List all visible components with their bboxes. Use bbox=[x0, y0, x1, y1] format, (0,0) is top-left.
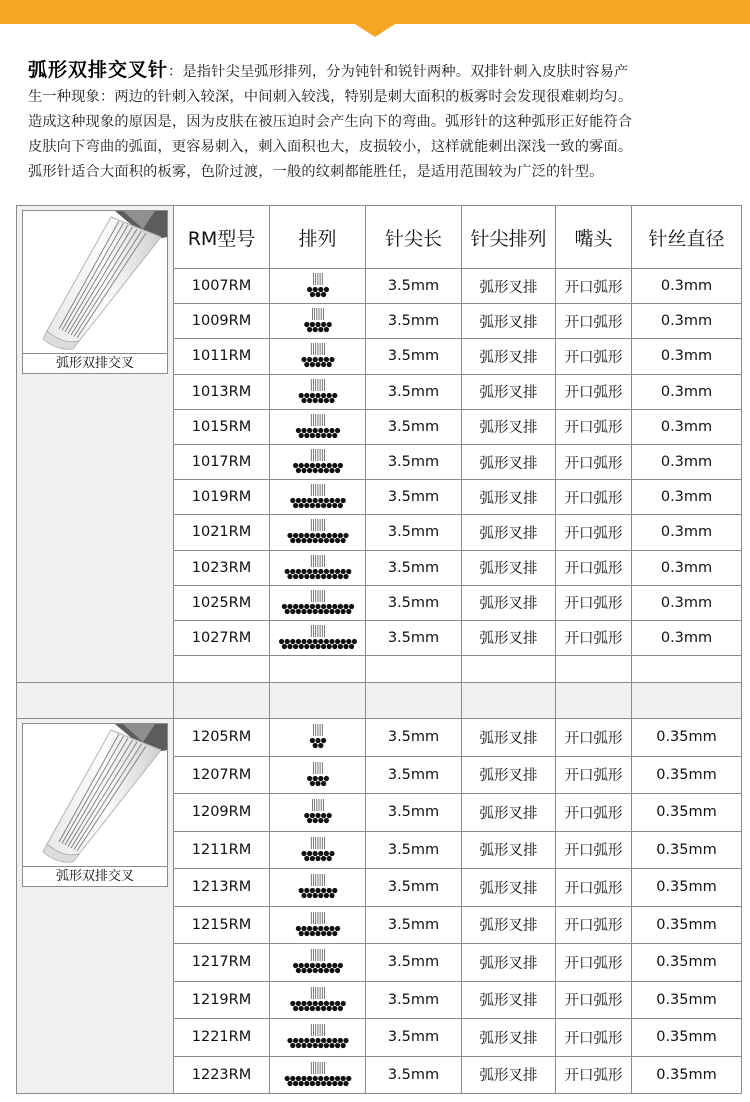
spacer-cell bbox=[366, 683, 462, 719]
intro-line-2: 生一种现象：两边的针刺入较深，中间刺入较浅，特别是刺大面积的板雾时会发现很难刺均匀。 bbox=[28, 89, 633, 105]
arrangement-cell bbox=[270, 269, 366, 304]
model-cell: 1207RM bbox=[174, 756, 270, 794]
nozzle-cell: 开口弧形 bbox=[556, 585, 632, 620]
arrangement-cell bbox=[270, 480, 366, 515]
spacer-row bbox=[17, 683, 742, 719]
tip-arrangement-cell: 弧形叉排 bbox=[462, 515, 556, 550]
diameter-cell: 0.3mm bbox=[632, 585, 742, 620]
arrangement-cell bbox=[270, 374, 366, 409]
arrangement-cell bbox=[270, 756, 366, 794]
spacer-cell bbox=[556, 683, 632, 719]
product-image-card bbox=[22, 723, 168, 887]
model-cell: 1019RM bbox=[174, 480, 270, 515]
intro-paragraph bbox=[28, 58, 734, 185]
tip-arrangement-cell: 弧形叉排 bbox=[462, 585, 556, 620]
spacer-cell bbox=[17, 683, 174, 719]
spacer-cell bbox=[632, 683, 742, 719]
tip-arrangement-cell: 弧形叉排 bbox=[462, 444, 556, 479]
arrangement-cell bbox=[270, 444, 366, 479]
tip-length-cell: 3.5mm bbox=[366, 944, 462, 982]
needle-arrangement-icon bbox=[270, 947, 366, 977]
nozzle-cell: 开口弧形 bbox=[556, 480, 632, 515]
model-cell: 1215RM bbox=[174, 906, 270, 944]
tip-arrangement-cell: 弧形叉排 bbox=[462, 944, 556, 982]
needle-arrangement-icon bbox=[270, 482, 366, 512]
blank-cell bbox=[462, 656, 556, 683]
tip-arrangement-cell: 弧形叉排 bbox=[462, 1056, 556, 1094]
intro-line-1 bbox=[28, 58, 734, 85]
model-cell: 1205RM bbox=[174, 719, 270, 757]
nozzle-cell: 开口弧形 bbox=[556, 906, 632, 944]
tip-arrangement-cell: 弧形叉排 bbox=[462, 339, 556, 374]
needle-arrangement-icon bbox=[270, 1060, 366, 1090]
tip-length-cell: 3.5mm bbox=[366, 1019, 462, 1057]
blank-cell bbox=[556, 656, 632, 683]
blank-cell bbox=[366, 656, 462, 683]
tip-arrangement-cell: 弧形叉排 bbox=[462, 831, 556, 869]
needle-arrangement-icon bbox=[270, 553, 366, 583]
model-cell: 1021RM bbox=[174, 515, 270, 550]
product-image-label: 弧形双排交叉 bbox=[23, 353, 167, 373]
arrangement-cell bbox=[270, 409, 366, 444]
model-cell: 1017RM bbox=[174, 444, 270, 479]
diameter-cell: 0.3mm bbox=[632, 480, 742, 515]
tip-arrangement-cell: 弧形叉排 bbox=[462, 794, 556, 832]
nozzle-cell: 开口弧形 bbox=[556, 1019, 632, 1057]
nozzle-cell: 开口弧形 bbox=[556, 944, 632, 982]
needle-arrangement-icon bbox=[270, 835, 366, 865]
tip-arrangement-cell: 弧形叉排 bbox=[462, 1019, 556, 1057]
arrangement-cell bbox=[270, 515, 366, 550]
tip-length-cell: 3.5mm bbox=[366, 981, 462, 1019]
header-row bbox=[17, 206, 742, 269]
arrangement-cell bbox=[270, 550, 366, 585]
tip-length-cell: 3.5mm bbox=[366, 550, 462, 585]
product-image-card bbox=[22, 210, 168, 374]
tip-length-cell: 3.5mm bbox=[366, 409, 462, 444]
nozzle-cell: 开口弧形 bbox=[556, 756, 632, 794]
blank-cell bbox=[174, 656, 270, 683]
diameter-cell: 0.35mm bbox=[632, 719, 742, 757]
header-diameter: 针丝直径 bbox=[632, 206, 742, 269]
spacer-cell bbox=[174, 683, 270, 719]
diameter-cell: 0.3mm bbox=[632, 515, 742, 550]
spacer-cell bbox=[462, 683, 556, 719]
nozzle-cell: 开口弧形 bbox=[556, 304, 632, 339]
tip-arrangement-cell: 弧形叉排 bbox=[462, 409, 556, 444]
header-tip-length: 针尖长 bbox=[366, 206, 462, 269]
tip-length-cell: 3.5mm bbox=[366, 339, 462, 374]
tip-arrangement-cell: 弧形叉排 bbox=[462, 756, 556, 794]
tip-arrangement-cell: 弧形叉排 bbox=[462, 304, 556, 339]
model-cell: 1217RM bbox=[174, 944, 270, 982]
spec-table-wrapper bbox=[16, 205, 741, 1085]
tip-arrangement-cell: 弧形叉排 bbox=[462, 620, 556, 655]
tip-length-cell: 3.5mm bbox=[366, 480, 462, 515]
intro-line-3: 造成这种现象的原因是，因为皮肤在被压迫时会产生向下的弯曲。弧形针的这种弧形正好能符合 bbox=[28, 114, 633, 130]
intro-text: ：是指针尖呈弧形排列，分为钝针和锐针两种。双排针刺入皮肤时容易产 bbox=[168, 64, 629, 80]
model-cell: 1219RM bbox=[174, 981, 270, 1019]
arrangement-cell bbox=[270, 585, 366, 620]
needle-arrangement-icon bbox=[270, 722, 366, 752]
nozzle-cell: 开口弧形 bbox=[556, 831, 632, 869]
product-image-label: 弧形双排交叉 bbox=[23, 866, 167, 886]
tip-length-cell: 3.5mm bbox=[366, 869, 462, 907]
tip-length-cell: 3.5mm bbox=[366, 444, 462, 479]
tip-arrangement-cell: 弧形叉排 bbox=[462, 550, 556, 585]
header-arrangement: 排列 bbox=[270, 206, 366, 269]
model-cell: 1009RM bbox=[174, 304, 270, 339]
model-cell: 1209RM bbox=[174, 794, 270, 832]
needle-arrangement-icon bbox=[270, 623, 366, 653]
needle-cartridge-icon bbox=[23, 724, 167, 866]
header-model: RM型号 bbox=[174, 206, 270, 269]
model-cell: 1023RM bbox=[174, 550, 270, 585]
nozzle-cell: 开口弧形 bbox=[556, 794, 632, 832]
nozzle-cell: 开口弧形 bbox=[556, 869, 632, 907]
model-cell: 1007RM bbox=[174, 269, 270, 304]
diameter-cell: 0.35mm bbox=[632, 944, 742, 982]
model-cell: 1025RM bbox=[174, 585, 270, 620]
tip-arrangement-cell: 弧形叉排 bbox=[462, 269, 556, 304]
needle-arrangement-icon bbox=[270, 412, 366, 442]
needle-arrangement-icon bbox=[270, 1022, 366, 1052]
arrangement-cell bbox=[270, 981, 366, 1019]
nozzle-cell: 开口弧形 bbox=[556, 339, 632, 374]
top-banner bbox=[0, 0, 750, 24]
tip-length-cell: 3.5mm bbox=[366, 719, 462, 757]
spacer-cell bbox=[270, 683, 366, 719]
diameter-cell: 0.3mm bbox=[632, 374, 742, 409]
needle-arrangement-icon bbox=[270, 910, 366, 940]
needle-arrangement-icon bbox=[270, 377, 366, 407]
diameter-cell: 0.3mm bbox=[632, 444, 742, 479]
model-cell: 1223RM bbox=[174, 1056, 270, 1094]
needle-arrangement-icon bbox=[270, 985, 366, 1015]
nozzle-cell: 开口弧形 bbox=[556, 444, 632, 479]
needle-cartridge-icon bbox=[23, 211, 167, 353]
model-cell: 1011RM bbox=[174, 339, 270, 374]
product-image-cell bbox=[17, 206, 174, 683]
nozzle-cell: 开口弧形 bbox=[556, 409, 632, 444]
model-cell: 1027RM bbox=[174, 620, 270, 655]
needle-arrangement-icon bbox=[270, 872, 366, 902]
model-cell: 1015RM bbox=[174, 409, 270, 444]
model-cell: 1221RM bbox=[174, 1019, 270, 1057]
nozzle-cell: 开口弧形 bbox=[556, 1056, 632, 1094]
diameter-cell: 0.3mm bbox=[632, 304, 742, 339]
needle-arrangement-icon bbox=[270, 306, 366, 336]
table-row bbox=[17, 719, 742, 757]
arrangement-cell bbox=[270, 794, 366, 832]
needle-arrangement-icon bbox=[270, 517, 366, 547]
intro-title: 弧形双排交叉针 bbox=[28, 59, 169, 81]
diameter-cell: 0.35mm bbox=[632, 831, 742, 869]
blank-cell bbox=[632, 656, 742, 683]
tip-length-cell: 3.5mm bbox=[366, 831, 462, 869]
diameter-cell: 0.3mm bbox=[632, 339, 742, 374]
tip-arrangement-cell: 弧形叉排 bbox=[462, 719, 556, 757]
arrangement-cell bbox=[270, 944, 366, 982]
diameter-cell: 0.3mm bbox=[632, 409, 742, 444]
nozzle-cell: 开口弧形 bbox=[556, 719, 632, 757]
arrangement-cell bbox=[270, 719, 366, 757]
arrangement-cell bbox=[270, 906, 366, 944]
needle-arrangement-icon bbox=[270, 341, 366, 371]
tip-length-cell: 3.5mm bbox=[366, 756, 462, 794]
tip-length-cell: 3.5mm bbox=[366, 585, 462, 620]
diameter-cell: 0.35mm bbox=[632, 1019, 742, 1057]
product-image-cell bbox=[17, 719, 174, 1094]
diameter-cell: 0.3mm bbox=[632, 550, 742, 585]
diameter-cell: 0.35mm bbox=[632, 794, 742, 832]
diameter-cell: 0.3mm bbox=[632, 620, 742, 655]
intro-line-4: 皮肤向下弯曲的弧面，更容易刺入，刺入面积也大，皮损较小，这样就能刺出深浅一致的雾面。 bbox=[28, 139, 633, 155]
nozzle-cell: 开口弧形 bbox=[556, 620, 632, 655]
diameter-cell: 0.35mm bbox=[632, 906, 742, 944]
tip-length-cell: 3.5mm bbox=[366, 906, 462, 944]
model-cell: 1213RM bbox=[174, 869, 270, 907]
arrangement-cell bbox=[270, 339, 366, 374]
diameter-cell: 0.35mm bbox=[632, 1056, 742, 1094]
header-tip-arrangement: 针尖排列 bbox=[462, 206, 556, 269]
diameter-cell: 0.35mm bbox=[632, 869, 742, 907]
diameter-cell: 0.3mm bbox=[632, 269, 742, 304]
tip-arrangement-cell: 弧形叉排 bbox=[462, 480, 556, 515]
nozzle-cell: 开口弧形 bbox=[556, 374, 632, 409]
model-cell: 1013RM bbox=[174, 374, 270, 409]
nozzle-cell: 开口弧形 bbox=[556, 269, 632, 304]
arrangement-cell bbox=[270, 620, 366, 655]
tip-length-cell: 3.5mm bbox=[366, 620, 462, 655]
model-cell: 1211RM bbox=[174, 831, 270, 869]
tip-length-cell: 3.5mm bbox=[366, 374, 462, 409]
tip-length-cell: 3.5mm bbox=[366, 515, 462, 550]
spec-table-body bbox=[17, 206, 742, 1094]
nozzle-cell: 开口弧形 bbox=[556, 515, 632, 550]
intro-line-5: 弧形针适合大面积的板雾，色阶过渡，一般的纹刺都能胜任，是适用范围较为广泛的针型。 bbox=[28, 164, 604, 180]
header-nozzle: 嘴头 bbox=[556, 206, 632, 269]
nozzle-cell: 开口弧形 bbox=[556, 981, 632, 1019]
tip-length-cell: 3.5mm bbox=[366, 1056, 462, 1094]
banner-notch bbox=[355, 24, 395, 37]
tip-arrangement-cell: 弧形叉排 bbox=[462, 374, 556, 409]
diameter-cell: 0.35mm bbox=[632, 981, 742, 1019]
nozzle-cell: 开口弧形 bbox=[556, 550, 632, 585]
tip-length-cell: 3.5mm bbox=[366, 304, 462, 339]
needle-arrangement-icon bbox=[270, 271, 366, 301]
blank-cell bbox=[270, 656, 366, 683]
arrangement-cell bbox=[270, 304, 366, 339]
needle-arrangement-icon bbox=[270, 797, 366, 827]
spec-table bbox=[16, 205, 742, 1094]
tip-length-cell: 3.5mm bbox=[366, 794, 462, 832]
tip-arrangement-cell: 弧形叉排 bbox=[462, 906, 556, 944]
needle-arrangement-icon bbox=[270, 760, 366, 790]
arrangement-cell bbox=[270, 1056, 366, 1094]
needle-arrangement-icon bbox=[270, 447, 366, 477]
diameter-cell: 0.35mm bbox=[632, 756, 742, 794]
arrangement-cell bbox=[270, 1019, 366, 1057]
tip-arrangement-cell: 弧形叉排 bbox=[462, 981, 556, 1019]
arrangement-cell bbox=[270, 831, 366, 869]
tip-length-cell: 3.5mm bbox=[366, 269, 462, 304]
needle-arrangement-icon bbox=[270, 588, 366, 618]
tip-arrangement-cell: 弧形叉排 bbox=[462, 869, 556, 907]
arrangement-cell bbox=[270, 869, 366, 907]
